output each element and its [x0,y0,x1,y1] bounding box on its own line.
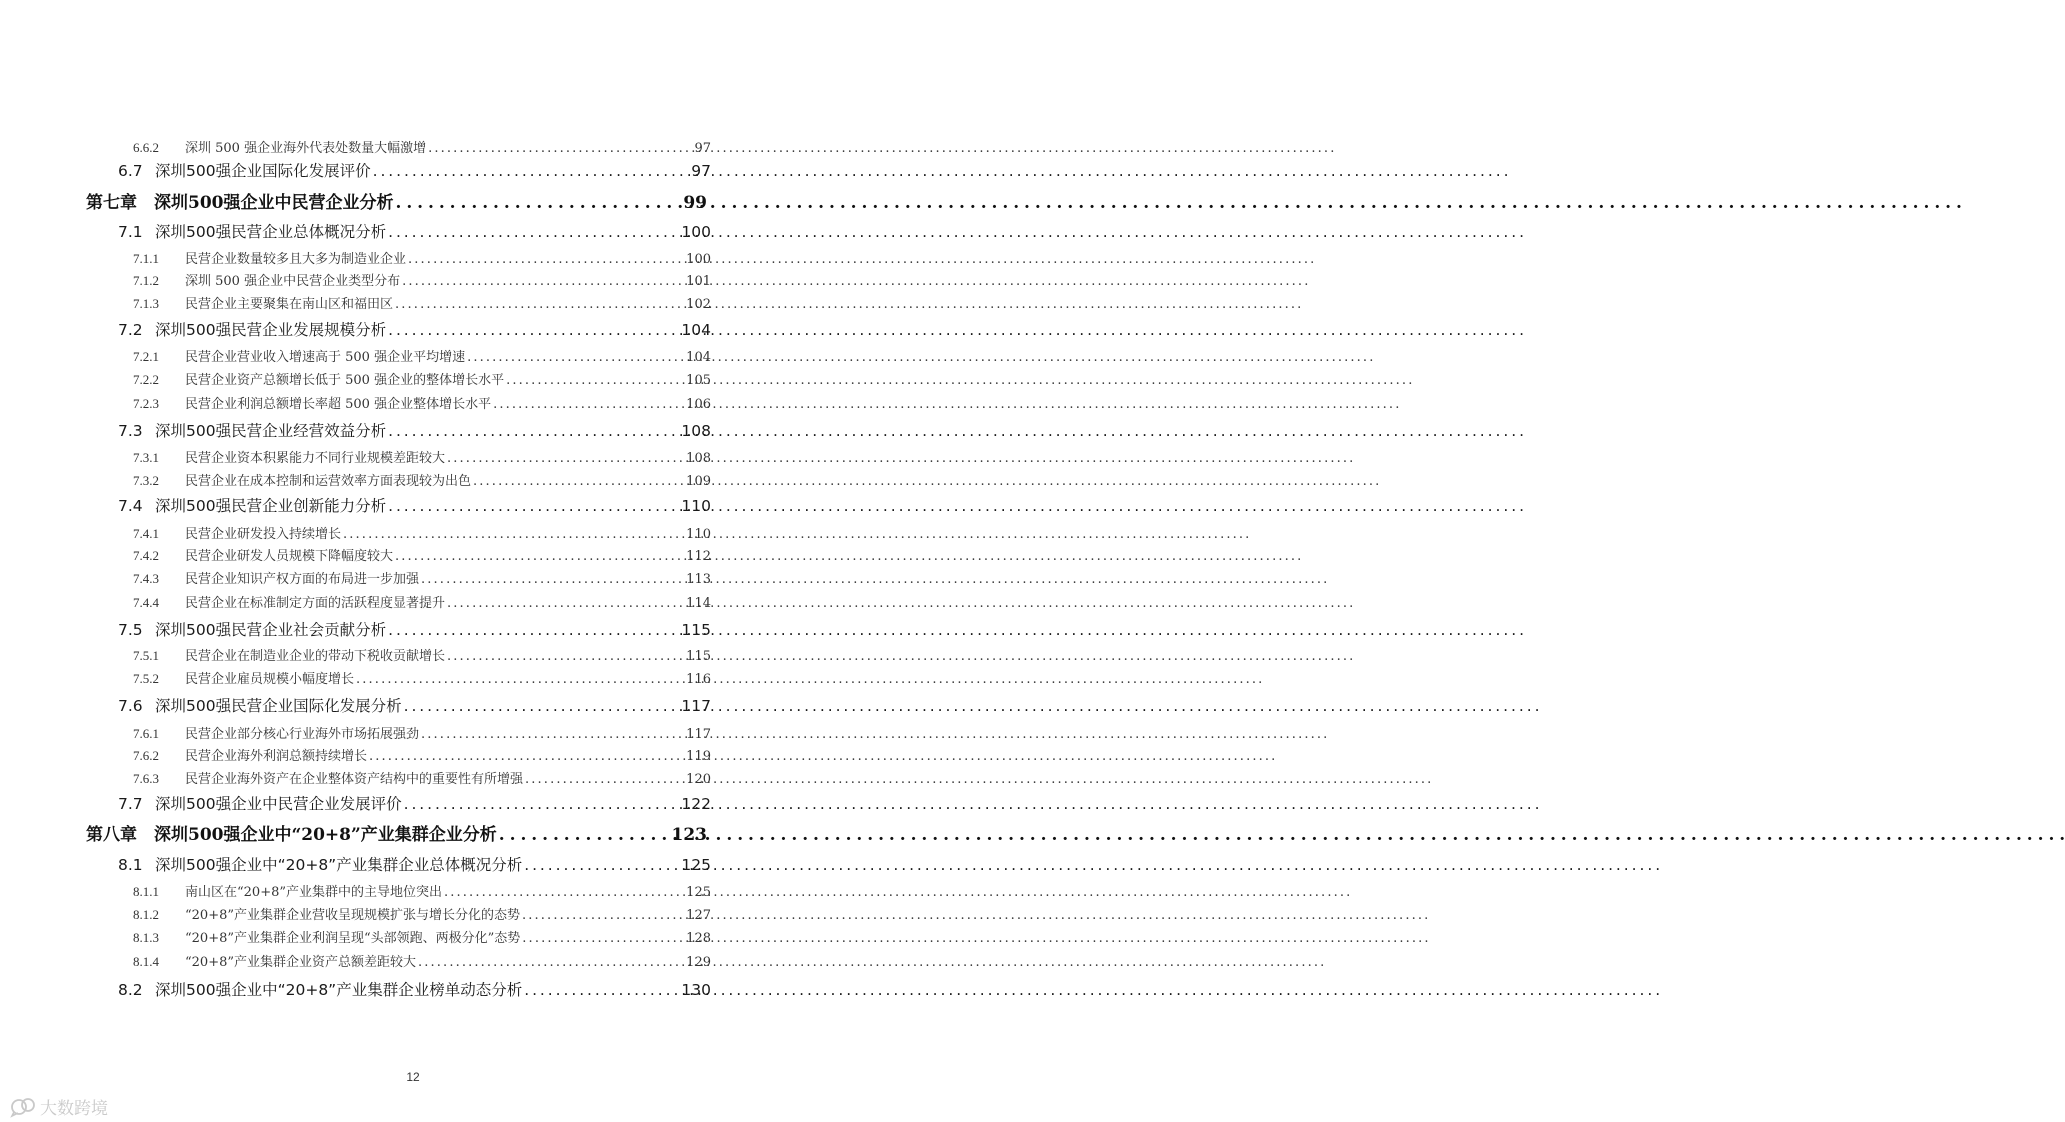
toc-entry-number: 7.5.1 [133,648,159,663]
toc-entry[interactable] [118,164,711,180]
toc-entry-title: 民营企业部分核心行业海外市场拓展强劲 [185,727,420,742]
toc-entry[interactable] [133,749,711,763]
toc-entry-title: 深圳500强民营企业总体概况分析 [155,223,387,241]
toc-entry[interactable] [133,397,711,411]
toc-dot-leader [388,623,679,639]
toc-entry-page: 127 [686,908,711,923]
toc-entry-title: “20+8”产业集群企业利润呈现“头部领跑、两极分化”态势 [185,931,521,946]
toc-entry-page: 114 [686,596,711,611]
toc-entry-number: 7.4.1 [133,526,159,541]
toc-entry-page: 97 [694,141,711,156]
toc-entry[interactable] [133,350,711,364]
toc-entry-page: 106 [686,397,711,412]
toc-entry[interactable] [86,827,707,844]
toc-entry-title: 南山区在“20+8”产业集群中的主导地位突出 [185,885,442,900]
toc-dot-leader [444,886,684,899]
toc-dot-leader [388,225,679,241]
toc-entry-number: 7.2.1 [133,349,159,364]
toc-entry-number: 7.2.2 [133,372,159,387]
toc-dot-leader [473,475,684,488]
toc-entry-page: 100 [681,223,711,241]
toc-entry-title: 深圳500强民营企业经营效益分析 [155,422,387,440]
toc-entry[interactable] [118,699,711,715]
toc-entry-title: 深圳500强企业中“20+8”产业集群企业榜单动态分析 [155,981,523,999]
toc-entry-number: 7.7 [118,795,143,813]
toc-entry-number: 7.4.4 [133,595,159,610]
toc-entry-title: 深圳500强企业中“20+8”产业集群企业总体概况分析 [155,856,523,874]
toc-dot-leader [343,528,684,541]
toc-entry-number: 6.7 [118,162,143,180]
toc-entry-title: 深圳500强企业中“20+8”产业集群企业分析 [154,825,497,845]
toc-entry-title: “20+8”产业集群企业营收呈现规模扩张与增长分化的态势 [185,908,520,923]
toc-entry-page: 110 [681,497,711,515]
toc-entry[interactable] [133,885,711,899]
toc-entry-number: 7.1 [118,223,143,241]
toc-entry-page: 112 [686,549,711,564]
page-number: 12 [406,1070,420,1084]
toc-entry-page: 125 [681,856,711,874]
toc-entry-page: 130 [681,981,711,999]
toc-entry[interactable] [133,297,711,311]
toc-dot-leader [421,728,684,741]
toc-dot-leader [467,351,684,364]
toc-entry-number: 7.1.3 [133,296,159,311]
toc-entry-number: 6.6.2 [133,140,159,155]
toc-entry-page: 105 [686,373,711,388]
toc-entry-title: 民营企业研发投入持续增长 [185,527,342,542]
toc-entry-title: 民营企业海外利润总额持续增长 [185,749,368,764]
toc-entry[interactable] [86,195,707,212]
toc-entry-number: 7.2.3 [133,396,159,411]
toc-entry[interactable] [118,323,711,339]
toc-dot-leader [388,323,679,339]
toc-entry-page: 117 [681,697,711,715]
toc-entry[interactable] [133,772,711,786]
toc-entry-number: 7.5.2 [133,671,159,686]
toc-entry-title: 民营企业利润总额增长率超 500 强企业整体增长水平 [185,397,492,412]
toc-entry-number: 7.3.1 [133,450,159,465]
toc-entry[interactable] [133,955,711,969]
toc-entry-number: 7.3 [118,422,143,440]
toc-entry-title: 深圳500强民营企业社会贡献分析 [155,621,387,639]
toc-entry-title: 深圳 500 强企业中民营企业类型分布 [185,274,401,289]
toc-dot-leader [421,573,684,586]
toc-entry[interactable] [118,225,711,241]
toc-dot-leader [404,797,680,813]
toc-entry-number: 8.1.4 [133,954,159,969]
toc-entry[interactable] [118,797,711,813]
toc-entry[interactable] [133,596,711,610]
toc-entry-page: 123 [671,825,707,845]
toc-entry-title: 深圳500强民营企业发展规模分析 [155,321,387,339]
toc-entry-title: 民营企业主要聚集在南山区和福田区 [185,297,394,312]
toc-dot-leader [395,298,684,311]
toc-dot-leader [493,398,684,411]
toc-entry-title: 深圳500强企业中民营企业发展评价 [155,795,402,813]
toc-entry-page: 101 [686,274,711,289]
toc-entry-page: 97 [691,162,711,180]
toc-entry-title: 民营企业在制造业企业的带动下税收贡献增长 [185,649,446,664]
toc-entry[interactable] [133,931,711,945]
toc-entry-page: 102 [686,297,711,312]
toc-entry-page: 115 [686,649,711,664]
toc-entry-number: 第七章 [86,193,137,213]
toc-entry-title: 民营企业雇员规模小幅度增长 [185,672,355,687]
toc-entry-title: 民营企业资本积累能力不同行业规模差距较大 [185,451,446,466]
toc-dot-leader [506,374,684,387]
toc-entry-number: 7.6.2 [133,748,159,763]
toc-entry[interactable] [133,274,711,288]
toc-dot-leader [447,650,684,663]
toc-entry[interactable] [133,672,711,686]
toc-entry-page: 108 [686,451,711,466]
toc-entry-page: 99 [683,193,707,213]
toc-entry-page: 104 [686,350,711,365]
toc-dot-leader [524,858,679,874]
toc-dot-leader [525,773,684,786]
toc-entry-title: 民营企业营业收入增速高于 500 强企业平均增速 [185,350,466,365]
toc-dot-leader [418,956,684,969]
toc-dot-leader [522,932,684,945]
toc-entry-number: 7.6.3 [133,771,159,786]
toc-dot-leader [396,195,682,212]
toc-entry-page: 116 [686,672,711,687]
toc-entry-number: 8.2 [118,981,143,999]
toc-dot-leader [388,499,679,515]
toc-entry-page: 108 [681,422,711,440]
toc-dot-leader [447,452,684,465]
toc-entry-number: 7.2 [118,321,143,339]
toc-entry-number: 7.6 [118,697,143,715]
toc-entry-page: 129 [686,955,711,970]
toc-entry[interactable] [118,623,711,639]
toc-entry-title: 民营企业在成本控制和运营效率方面表现较为出色 [185,474,472,489]
toc-entry-number: 8.1 [118,856,143,874]
toc-dot-leader [524,983,679,999]
toc-entry-title: 民营企业海外资产在企业整体资产结构中的重要性有所增强 [185,772,524,787]
toc-entry-number: 7.4 [118,497,143,515]
toc-entry-page: 117 [686,727,711,742]
toc-dot-leader [402,275,684,288]
toc-entry-title: 民营企业数量较多且大多为制造业企业 [185,252,407,267]
toc-entry-number: 8.1.3 [133,930,159,945]
toc-dot-leader [395,550,684,563]
toc-entry[interactable] [133,908,711,922]
toc-entry[interactable] [133,373,711,387]
toc-entry[interactable] [133,572,711,586]
toc-dot-leader [522,909,684,922]
toc-dot-leader [356,673,684,686]
toc-entry[interactable] [133,527,711,541]
toc-entry-number: 7.4.3 [133,571,159,586]
toc-entry[interactable] [118,499,711,515]
toc-entry-title: 深圳500强民营企业国际化发展分析 [155,697,402,715]
toc-dot-leader [404,699,680,715]
toc-entry-number: 7.6.1 [133,726,159,741]
toc-entry-title: 深圳500强企业中民营企业分析 [154,193,394,213]
toc-entry-title: 民营企业知识产权方面的布局进一步加强 [185,572,420,587]
toc-entry-number: 7.1.2 [133,273,159,288]
toc-entry[interactable] [133,252,711,266]
toc-dot-leader [447,597,684,610]
toc-dot-leader [499,827,670,844]
toc-entry-number: 第八章 [86,825,137,845]
toc-entry[interactable] [118,424,711,440]
toc-entry[interactable] [118,983,711,999]
toc-dot-leader [373,164,690,180]
toc-entry[interactable] [133,474,711,488]
toc-entry-number: 7.5 [118,621,143,639]
watermark-text: 大数跨境 [40,1099,108,1119]
toc-entry-number: 7.1.1 [133,251,159,266]
toc-entry-number: 8.1.1 [133,884,159,899]
table-of-contents [0,0,826,1122]
toc-entry[interactable] [133,451,711,465]
toc-entry-page: 109 [686,474,711,489]
toc-entry-page: 128 [686,931,711,946]
toc-entry-title: 深圳500强企业国际化发展评价 [155,162,371,180]
chat-bubble-logo-icon [10,1097,36,1117]
toc-entry-page: 119 [686,749,711,764]
toc-entry-page: 120 [686,772,711,787]
toc-dot-leader [388,424,679,440]
toc-entry-number: 7.4.2 [133,548,159,563]
toc-dot-leader [369,750,684,763]
toc-entry-page: 125 [686,885,711,900]
toc-entry[interactable] [118,858,711,874]
toc-entry-page: 115 [681,621,711,639]
toc-entry-title: 民营企业在标准制定方面的活跃程度显著提升 [185,596,446,611]
toc-entry-page: 104 [681,321,711,339]
toc-entry-title: “20+8”产业集群企业资产总额差距较大 [185,955,416,970]
toc-entry[interactable] [133,727,711,741]
toc-dot-leader [428,142,692,155]
toc-entry-page: 100 [686,252,711,267]
toc-entry-title: 深圳 500 强企业海外代表处数量大幅激增 [185,141,427,156]
toc-dot-leader [408,253,684,266]
toc-entry-page: 122 [681,795,711,813]
watermark [10,1094,108,1119]
toc-entry-number: 7.3.2 [133,473,159,488]
toc-entry-number: 8.1.2 [133,907,159,922]
toc-entry-title: 民营企业资产总额增长低于 500 强企业的整体增长水平 [185,373,505,388]
toc-entry[interactable] [133,549,711,563]
toc-entry[interactable] [133,141,711,155]
toc-entry-page: 110 [686,527,711,542]
toc-entry-page: 113 [686,572,711,587]
toc-entry[interactable] [133,649,711,663]
toc-entry-title: 民营企业研发人员规模下降幅度较大 [185,549,394,564]
toc-entry-title: 深圳500强民营企业创新能力分析 [155,497,387,515]
